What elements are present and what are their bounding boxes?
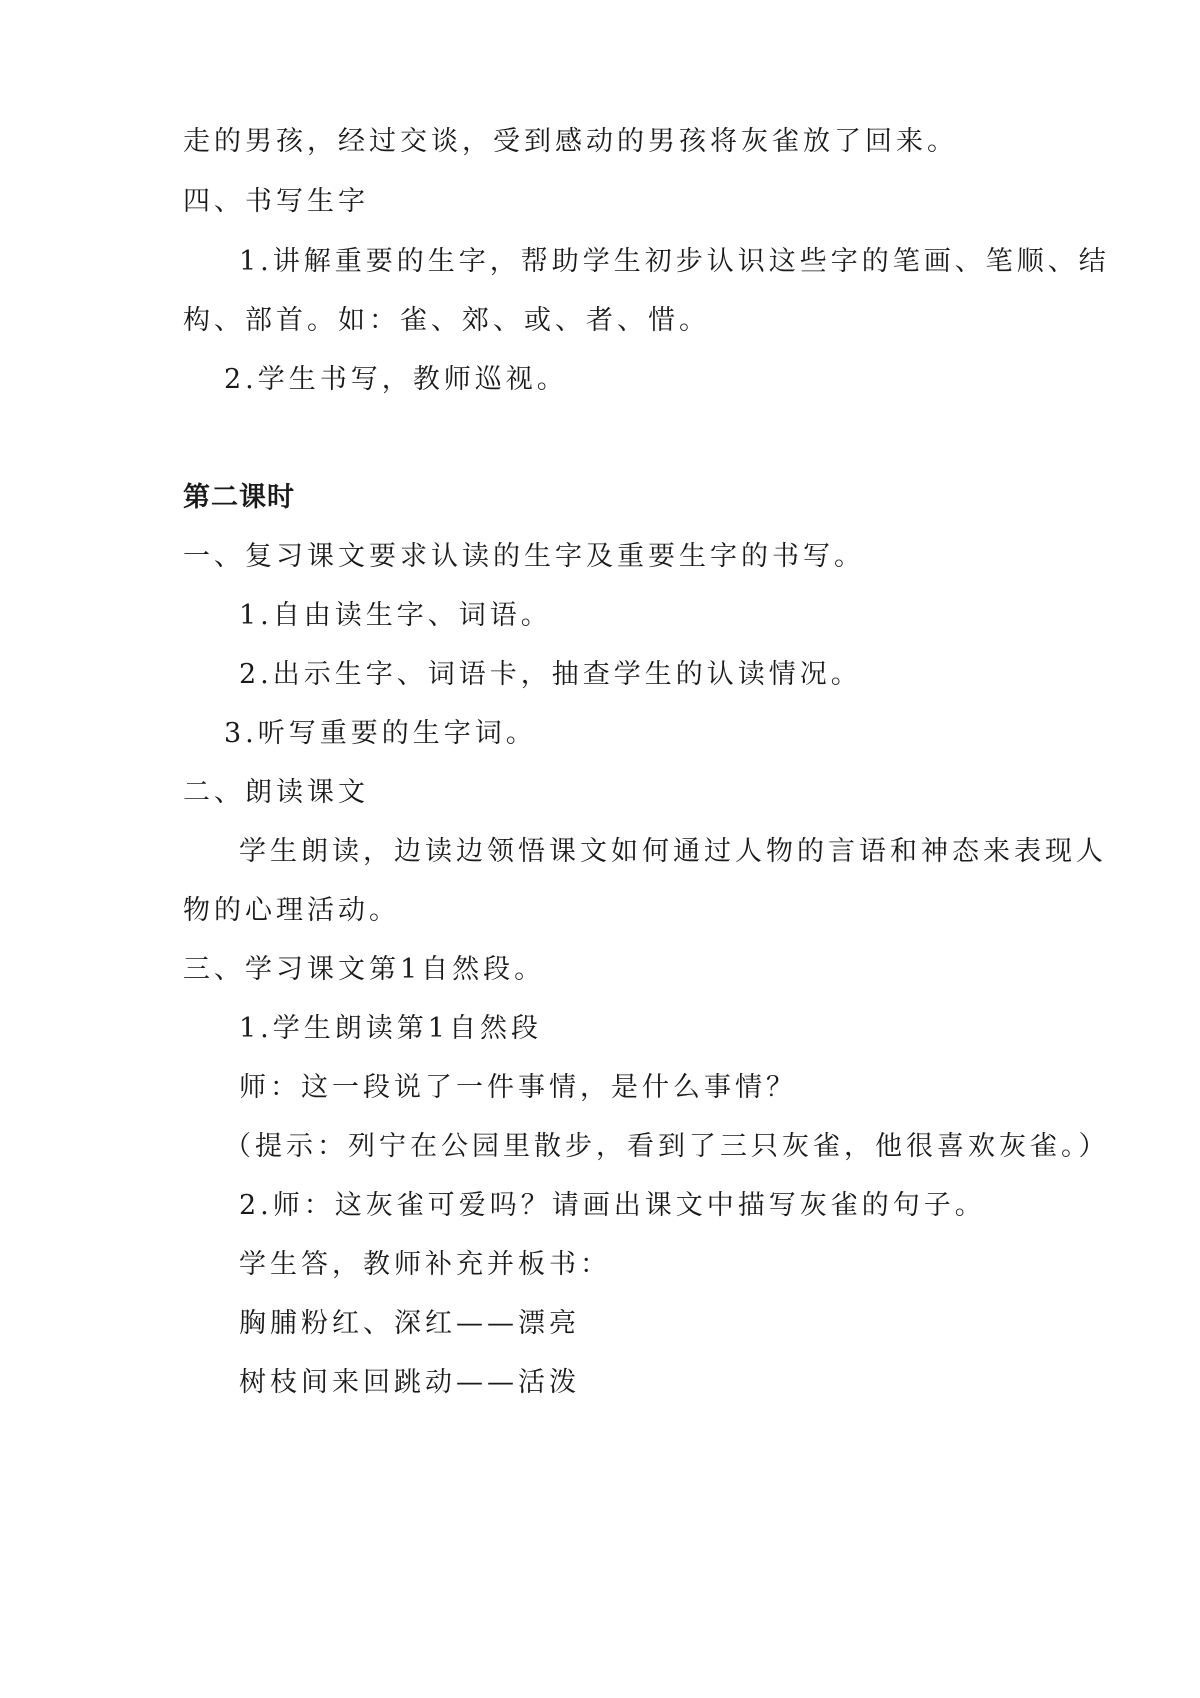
- section-heading: 四、书写生字: [183, 186, 369, 217]
- section-heading: 二、朗读课文: [183, 777, 369, 808]
- text-line: 学生朗读，边读边领悟课文如何通过人物的言语和神态来表现人: [239, 836, 1107, 867]
- text-line: 物的心理活动。: [183, 895, 400, 926]
- text-line: 1.学生朗读第1自然段: [239, 1013, 542, 1044]
- section-heading: 三、学习课文第1自然段。: [183, 954, 546, 985]
- section-heading: 一、复习课文要求认读的生字及重要生字的书写。: [183, 541, 865, 572]
- text-line: 2.出示生字、词语卡，抽查学生的认读情况。: [239, 659, 862, 690]
- text-line: 树枝间来回跳动——活泼: [239, 1367, 580, 1398]
- text-line: 2.师：这灰雀可爱吗？请画出课文中描写灰雀的句子。: [239, 1190, 986, 1221]
- text-line: 3.听写重要的生字词。: [224, 718, 537, 749]
- text-line: （提示：列宁在公园里散步，看到了三只灰雀，他很喜欢灰雀。）: [224, 1131, 1110, 1162]
- text-line: 2.学生书写，教师巡视。: [224, 364, 568, 395]
- text-line: 1.讲解重要的生字，帮助学生初步认识这些字的笔画、笔顺、结: [239, 246, 1110, 277]
- text-line: 学生答，教师补充并板书：: [239, 1249, 611, 1280]
- text-line: 1.自由读生字、词语。: [239, 600, 552, 631]
- text-line: 构、部首。如：雀、郊、或、者、惜。: [183, 305, 710, 336]
- text-line: 走的男孩，经过交谈，受到感动的男孩将灰雀放了回来。: [183, 126, 958, 157]
- lesson-heading: 第二课时: [183, 482, 295, 513]
- text-line: 师：这一段说了一件事情，是什么事情？: [239, 1072, 797, 1103]
- text-line: 胸脯粉红、深红——漂亮: [239, 1308, 580, 1339]
